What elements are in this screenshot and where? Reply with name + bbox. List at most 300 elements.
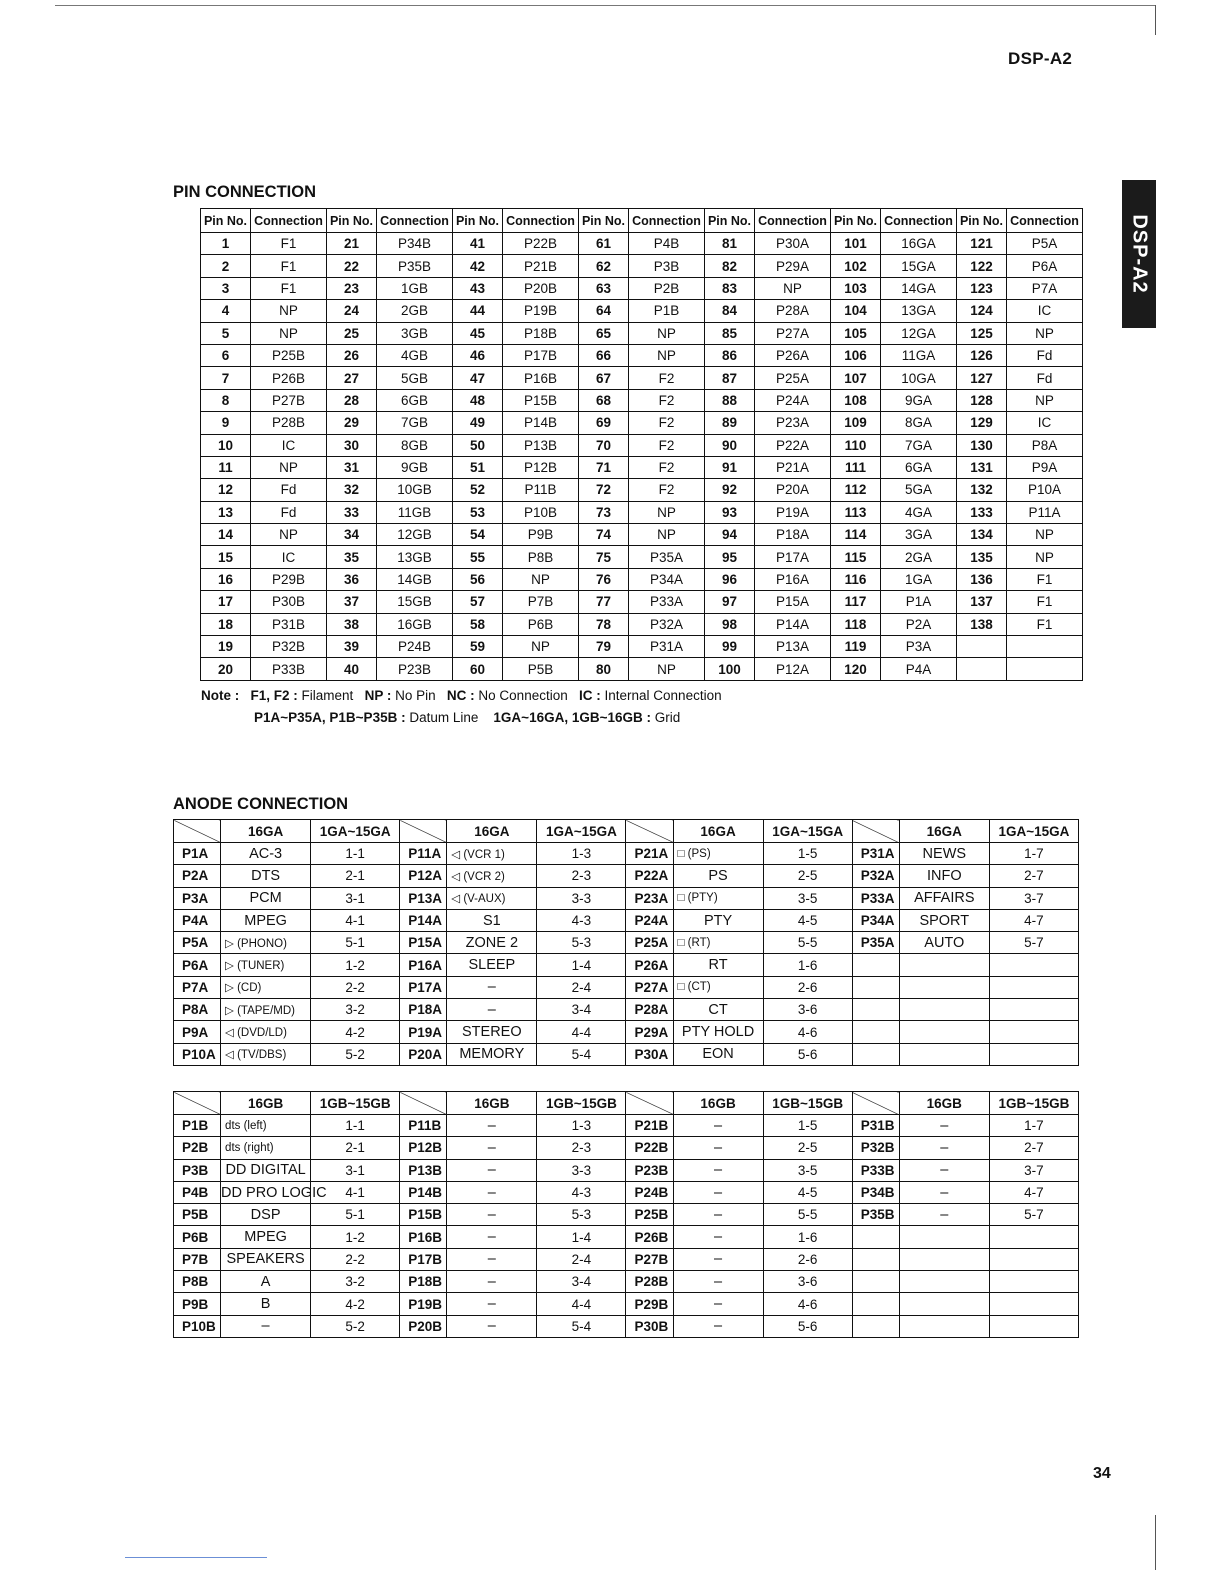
pin-number-cell: 101 <box>831 233 881 255</box>
pin-label-cell: P27B <box>626 1248 673 1270</box>
connection-cell: P17A <box>755 546 831 568</box>
pin-label-cell <box>852 1226 899 1248</box>
indicator-cell: NEWS <box>899 843 989 865</box>
table-row <box>201 389 1083 411</box>
indicator-cell: ◁ (DVD/LD) <box>221 1021 311 1043</box>
pin-no-header: Pin No. <box>831 209 881 233</box>
grid-position-cell: 3-5 <box>763 1159 852 1181</box>
connection-cell: F2 <box>629 456 705 478</box>
pin-number-cell: 95 <box>705 546 755 568</box>
pin-label-cell: P5A <box>174 932 221 954</box>
grid-position-cell: 1-5 <box>763 1115 852 1137</box>
grid-position-cell: 3-6 <box>763 1271 852 1293</box>
pin-label-cell: P13A <box>400 887 447 909</box>
pin-number-cell: 89 <box>705 412 755 434</box>
connection-cell: P7A <box>1007 277 1083 299</box>
pin-number-cell: 109 <box>831 412 881 434</box>
indicator-cell: EON <box>673 1043 763 1065</box>
pin-label-cell: P3B <box>174 1159 221 1181</box>
table-row <box>174 1293 1079 1315</box>
note-definition: Filament <box>301 688 354 703</box>
connection-cell: 10GA <box>881 367 957 389</box>
pin-number-cell: 59 <box>453 636 503 658</box>
table-row <box>174 843 1079 865</box>
pin-number-cell: 117 <box>831 591 881 613</box>
pin-label-cell: P20B <box>400 1315 447 1337</box>
grid-position-cell: 4-5 <box>763 909 852 931</box>
grid-header: 16GB <box>899 1092 989 1115</box>
pin-number-cell: 50 <box>453 434 503 456</box>
pin-label-cell: P4A <box>174 909 221 931</box>
pin-number-cell: 54 <box>453 524 503 546</box>
pin-label-cell <box>852 1315 899 1337</box>
grid-position-cell <box>989 1043 1078 1065</box>
pin-number-cell: 115 <box>831 546 881 568</box>
pin-label-cell: P27A <box>626 976 673 998</box>
connection-cell: P11A <box>1007 501 1083 523</box>
table-row <box>201 233 1083 255</box>
pin-label-cell: P17A <box>400 976 447 998</box>
pin-label-cell: P16B <box>400 1226 447 1248</box>
grid-position-cell: 3-4 <box>537 1271 626 1293</box>
pin-number-cell: 99 <box>705 636 755 658</box>
connection-cell: P27A <box>755 322 831 344</box>
indicator-cell: – <box>673 1248 763 1270</box>
pin-number-cell: 74 <box>579 524 629 546</box>
table-row <box>174 909 1079 931</box>
table-row <box>174 932 1079 954</box>
grid-position-cell: 4-5 <box>763 1181 852 1203</box>
pin-number-cell: 98 <box>705 613 755 635</box>
grid-position-cell: 3-2 <box>311 999 400 1021</box>
table-row <box>174 865 1079 887</box>
indicator-cell: – <box>899 1137 989 1159</box>
pin-number-cell: 7 <box>201 367 251 389</box>
connection-cell <box>1007 658 1083 680</box>
pin-label-cell: P33B <box>852 1159 899 1181</box>
table-row <box>174 954 1079 976</box>
note-definition: Datum Line <box>409 710 479 725</box>
grid-position-cell: 4-6 <box>763 1021 852 1043</box>
pin-no-header: Pin No. <box>453 209 503 233</box>
pin-number-cell: 66 <box>579 344 629 366</box>
connection-cell: P34A <box>629 568 705 590</box>
pin-label-cell: P11B <box>400 1115 447 1137</box>
connection-header: Connection <box>251 209 327 233</box>
connection-cell: P2A <box>881 613 957 635</box>
pin-number-cell: 26 <box>327 344 377 366</box>
indicator-cell: – <box>673 1137 763 1159</box>
grid-range-header: 1GA~15GA <box>763 820 852 843</box>
connection-cell: P28A <box>755 300 831 322</box>
table-row <box>201 658 1083 680</box>
note-item <box>365 688 436 703</box>
connection-cell: P27B <box>251 389 327 411</box>
pin-number-cell: 112 <box>831 479 881 501</box>
pin-number-cell: 75 <box>579 546 629 568</box>
grid-header: 16GA <box>899 820 989 843</box>
indicator-cell <box>899 954 989 976</box>
connection-cell: NP <box>251 300 327 322</box>
pin-number-cell: 5 <box>201 322 251 344</box>
connection-cell: 2GB <box>377 300 453 322</box>
connection-cell: P14B <box>503 412 579 434</box>
note-term: IC : <box>579 688 601 703</box>
pin-number-cell: 63 <box>579 277 629 299</box>
connection-cell: Fd <box>1007 344 1083 366</box>
grid-range-header: 1GA~15GA <box>537 820 626 843</box>
grid-position-cell: 1-1 <box>311 843 400 865</box>
connection-cell: P35A <box>629 546 705 568</box>
pin-number-cell: 12 <box>201 479 251 501</box>
connection-cell: 4GB <box>377 344 453 366</box>
connection-cell: P23B <box>377 658 453 680</box>
pin-label-cell: P18A <box>400 999 447 1021</box>
pin-number-cell: 30 <box>327 434 377 456</box>
pin-label-cell: P30A <box>626 1043 673 1065</box>
pin-number-cell: 90 <box>705 434 755 456</box>
pin-number-cell: 38 <box>327 613 377 635</box>
indicator-cell: AFFAIRS <box>899 887 989 909</box>
pin-label-cell: P4B <box>174 1181 221 1203</box>
grid-position-cell: 1-4 <box>537 954 626 976</box>
indicator-cell: ▷ (CD) <box>221 976 311 998</box>
indicator-cell: DD PRO LOGIC <box>221 1181 311 1203</box>
pin-number-cell: 77 <box>579 591 629 613</box>
connection-cell: P21A <box>755 456 831 478</box>
indicator-cell: – <box>447 1293 537 1315</box>
grid-range-header: 1GB~15GB <box>311 1092 400 1115</box>
pin-number-cell: 37 <box>327 591 377 613</box>
pin-number-cell: 29 <box>327 412 377 434</box>
grid-position-cell: 2-4 <box>537 1248 626 1270</box>
connection-cell: 12GA <box>881 322 957 344</box>
grid-position-cell: 5-3 <box>537 1204 626 1226</box>
pin-number-cell: 92 <box>705 479 755 501</box>
connection-cell: NP <box>755 277 831 299</box>
indicator-cell: – <box>447 1204 537 1226</box>
grid-position-cell: 3-5 <box>763 887 852 909</box>
pin-label-cell: P31A <box>852 843 899 865</box>
indicator-cell: – <box>673 1315 763 1337</box>
connection-cell: IC <box>251 434 327 456</box>
indicator-cell: – <box>447 1226 537 1248</box>
table-row <box>174 1115 1079 1137</box>
grid-position-cell: 2-7 <box>989 1137 1078 1159</box>
note-definition: No Connection <box>478 688 568 703</box>
pin-number-cell: 58 <box>453 613 503 635</box>
pin-label-cell: P30B <box>626 1315 673 1337</box>
pin-number-cell: 100 <box>705 658 755 680</box>
connection-cell: P6B <box>503 613 579 635</box>
pin-number-cell: 20 <box>201 658 251 680</box>
indicator-cell: □ (PS) <box>673 843 763 865</box>
indicator-cell: – <box>899 1115 989 1137</box>
pin-number-cell: 15 <box>201 546 251 568</box>
pin-table-header <box>201 209 1083 233</box>
pin-number-cell: 97 <box>705 591 755 613</box>
pin-number-cell: 121 <box>957 233 1007 255</box>
pin-label-cell: P23A <box>626 887 673 909</box>
connection-cell: P9B <box>503 524 579 546</box>
pin-number-cell: 104 <box>831 300 881 322</box>
pin-label-cell <box>852 1043 899 1065</box>
pin-label-cell: P11A <box>400 843 447 865</box>
pin-number-cell: 129 <box>957 412 1007 434</box>
diagonal-header-cell <box>174 1092 221 1115</box>
pin-number-cell <box>957 636 1007 658</box>
pin-number-cell: 39 <box>327 636 377 658</box>
table-row <box>174 1137 1079 1159</box>
grid-position-cell: 1-2 <box>311 954 400 976</box>
connection-cell: NP <box>503 568 579 590</box>
grid-position-cell <box>989 1271 1078 1293</box>
pin-label-cell: P32B <box>852 1137 899 1159</box>
connection-cell: 6GB <box>377 389 453 411</box>
grid-header: 16GB <box>221 1092 311 1115</box>
pin-label-cell: P7A <box>174 976 221 998</box>
pin-number-cell: 28 <box>327 389 377 411</box>
pin-number-cell: 4 <box>201 300 251 322</box>
connection-cell: 12GB <box>377 524 453 546</box>
diagonal-header-cell <box>852 1092 899 1115</box>
pin-label-cell: P24B <box>626 1181 673 1203</box>
connection-cell: P16B <box>503 367 579 389</box>
pin-number-cell: 73 <box>579 501 629 523</box>
grid-position-cell: 3-3 <box>537 887 626 909</box>
pin-label-cell: P2B <box>174 1137 221 1159</box>
connection-cell: P21B <box>503 255 579 277</box>
grid-position-cell: 1-6 <box>763 954 852 976</box>
connection-cell: P30A <box>755 233 831 255</box>
indicator-cell: – <box>447 976 537 998</box>
grid-position-cell: 2-5 <box>763 865 852 887</box>
pin-label-cell: P15B <box>400 1204 447 1226</box>
connection-cell: NP <box>629 501 705 523</box>
grid-position-cell <box>989 1293 1078 1315</box>
connection-cell: 15GB <box>377 591 453 613</box>
grid-position-cell: 3-1 <box>311 1159 400 1181</box>
pin-number-cell: 134 <box>957 524 1007 546</box>
grid-position-cell: 1-2 <box>311 1226 400 1248</box>
connection-cell: NP <box>251 524 327 546</box>
pin-number-cell: 116 <box>831 568 881 590</box>
indicator-cell: – <box>447 1159 537 1181</box>
pin-number-cell: 113 <box>831 501 881 523</box>
table-row <box>174 1159 1079 1181</box>
grid-header: 16GB <box>673 1092 763 1115</box>
connection-cell: P22A <box>755 434 831 456</box>
document-title: DSP-A2 <box>1008 49 1073 68</box>
pin-label-cell: P13B <box>400 1159 447 1181</box>
connection-cell: P20B <box>503 277 579 299</box>
connection-cell: 3GB <box>377 322 453 344</box>
pin-number-cell: 79 <box>579 636 629 658</box>
grid-position-cell: 3-1 <box>311 887 400 909</box>
pin-no-header: Pin No. <box>957 209 1007 233</box>
pin-number-cell: 127 <box>957 367 1007 389</box>
pin-number-cell: 35 <box>327 546 377 568</box>
grid-position-cell: 4-3 <box>537 1181 626 1203</box>
connection-cell: 5GA <box>881 479 957 501</box>
grid-position-cell <box>989 1248 1078 1270</box>
table-row <box>201 277 1083 299</box>
pin-number-cell: 9 <box>201 412 251 434</box>
connection-cell: P22B <box>503 233 579 255</box>
connection-cell: P18B <box>503 322 579 344</box>
indicator-cell: □ (CT) <box>673 976 763 998</box>
grid-position-cell: 5-6 <box>763 1043 852 1065</box>
indicator-cell: DTS <box>221 865 311 887</box>
connection-cell: F1 <box>1007 591 1083 613</box>
pin-label-cell: P2A <box>174 865 221 887</box>
grid-position-cell: 5-5 <box>763 932 852 954</box>
connection-cell: P17B <box>503 344 579 366</box>
indicator-cell: ▷ (TUNER) <box>221 954 311 976</box>
pin-number-cell: 17 <box>201 591 251 613</box>
pin-number-cell: 131 <box>957 456 1007 478</box>
grid-range-header: 1GA~15GA <box>989 820 1078 843</box>
pin-label-cell: P18B <box>400 1271 447 1293</box>
connection-cell: NP <box>251 456 327 478</box>
diagonal-header-cell <box>400 820 447 843</box>
indicator-cell: – <box>673 1204 763 1226</box>
indicator-cell: – <box>447 999 537 1021</box>
pin-label-cell: P12A <box>400 865 447 887</box>
connection-cell: P32B <box>251 636 327 658</box>
table-row <box>174 1248 1079 1270</box>
grid-position-cell: 4-7 <box>989 909 1078 931</box>
grid-position-cell <box>989 1226 1078 1248</box>
note-line-2 <box>254 710 680 725</box>
pin-label-cell: P34A <box>852 909 899 931</box>
note-definition: Internal Connection <box>604 688 722 703</box>
pin-label-cell <box>852 1021 899 1043</box>
connection-cell: 3GA <box>881 524 957 546</box>
connection-cell: 15GA <box>881 255 957 277</box>
note-term: 1GA~16GA, 1GB~16GB : <box>493 710 651 725</box>
pin-number-cell: 106 <box>831 344 881 366</box>
indicator-cell: ◁ (VCR 2) <box>447 865 537 887</box>
pin-label-cell: P19B <box>400 1293 447 1315</box>
grid-header: 16GA <box>447 820 537 843</box>
pin-number-cell: 94 <box>705 524 755 546</box>
table-row <box>174 999 1079 1021</box>
pin-number-cell: 57 <box>453 591 503 613</box>
grid-position-cell: 4-1 <box>311 909 400 931</box>
pin-number-cell: 11 <box>201 456 251 478</box>
indicator-cell: dts (left) <box>221 1115 311 1137</box>
pin-number-cell: 18 <box>201 613 251 635</box>
pin-number-cell: 124 <box>957 300 1007 322</box>
table-row <box>201 344 1083 366</box>
pin-number-cell: 107 <box>831 367 881 389</box>
grid-position-cell: 2-6 <box>763 1248 852 1270</box>
table-row <box>201 434 1083 456</box>
pin-number-cell: 23 <box>327 277 377 299</box>
pin-number-cell: 96 <box>705 568 755 590</box>
connection-cell: P32A <box>629 613 705 635</box>
grid-position-cell <box>989 999 1078 1021</box>
pin-label-cell: P28A <box>626 999 673 1021</box>
grid-position-cell: 1-1 <box>311 1115 400 1137</box>
pin-label-cell: P21A <box>626 843 673 865</box>
pin-label-cell: P7B <box>174 1248 221 1270</box>
side-tab <box>1122 180 1156 328</box>
connection-cell: NP <box>1007 389 1083 411</box>
connection-cell: NP <box>629 322 705 344</box>
connection-cell: F1 <box>251 233 327 255</box>
note-term: NP : <box>364 688 392 703</box>
pin-number-cell: 87 <box>705 367 755 389</box>
connection-cell: NP <box>629 658 705 680</box>
connection-cell: F2 <box>629 367 705 389</box>
connection-cell: F1 <box>1007 568 1083 590</box>
pin-number-cell: 27 <box>327 367 377 389</box>
bottom-left-rule <box>125 1557 267 1558</box>
pin-number-cell: 69 <box>579 412 629 434</box>
grid-position-cell: 2-5 <box>763 1137 852 1159</box>
anode-table-header <box>174 1092 1079 1115</box>
connection-cell: Fd <box>1007 367 1083 389</box>
connection-cell: 9GB <box>377 456 453 478</box>
connection-cell: 2GA <box>881 546 957 568</box>
pin-number-cell: 3 <box>201 277 251 299</box>
pin-label-cell <box>852 999 899 1021</box>
grid-range-header: 1GA~15GA <box>311 820 400 843</box>
connection-cell: P26B <box>251 367 327 389</box>
connection-cell: P8A <box>1007 434 1083 456</box>
grid-position-cell: 5-1 <box>311 932 400 954</box>
connection-cell: NP <box>1007 322 1083 344</box>
pin-no-header: Pin No. <box>705 209 755 233</box>
indicator-cell <box>899 999 989 1021</box>
note-item <box>251 688 354 703</box>
note-definition: No Pin <box>395 688 436 703</box>
grid-position-cell: 2-6 <box>763 976 852 998</box>
pin-number-cell: 65 <box>579 322 629 344</box>
indicator-cell: □ (PTY) <box>673 887 763 909</box>
connection-cell: P1A <box>881 591 957 613</box>
bottom-right-border-line <box>1155 1515 1156 1570</box>
diagonal-header-cell <box>626 1092 673 1115</box>
pin-number-cell: 85 <box>705 322 755 344</box>
pin-label-cell: P1A <box>174 843 221 865</box>
connection-cell: P16A <box>755 568 831 590</box>
pin-number-cell: 103 <box>831 277 881 299</box>
indicator-cell: – <box>447 1181 537 1203</box>
pin-number-cell: 45 <box>453 322 503 344</box>
connection-cell: P31A <box>629 636 705 658</box>
note-item <box>254 710 478 725</box>
connection-cell: P24A <box>755 389 831 411</box>
note-item <box>579 688 722 703</box>
connection-cell: P15A <box>755 591 831 613</box>
indicator-cell: – <box>447 1315 537 1337</box>
indicator-cell: S1 <box>447 909 537 931</box>
pin-number-cell: 114 <box>831 524 881 546</box>
pin-number-cell: 130 <box>957 434 1007 456</box>
grid-position-cell: 3-6 <box>763 999 852 1021</box>
pin-number-cell: 78 <box>579 613 629 635</box>
indicator-cell: STEREO <box>447 1021 537 1043</box>
grid-header: 16GA <box>673 820 763 843</box>
table-row <box>174 1315 1079 1337</box>
connection-cell: P4B <box>629 233 705 255</box>
pin-number-cell: 80 <box>579 658 629 680</box>
grid-position-cell: 1-7 <box>989 843 1078 865</box>
grid-position-cell: 5-7 <box>989 932 1078 954</box>
